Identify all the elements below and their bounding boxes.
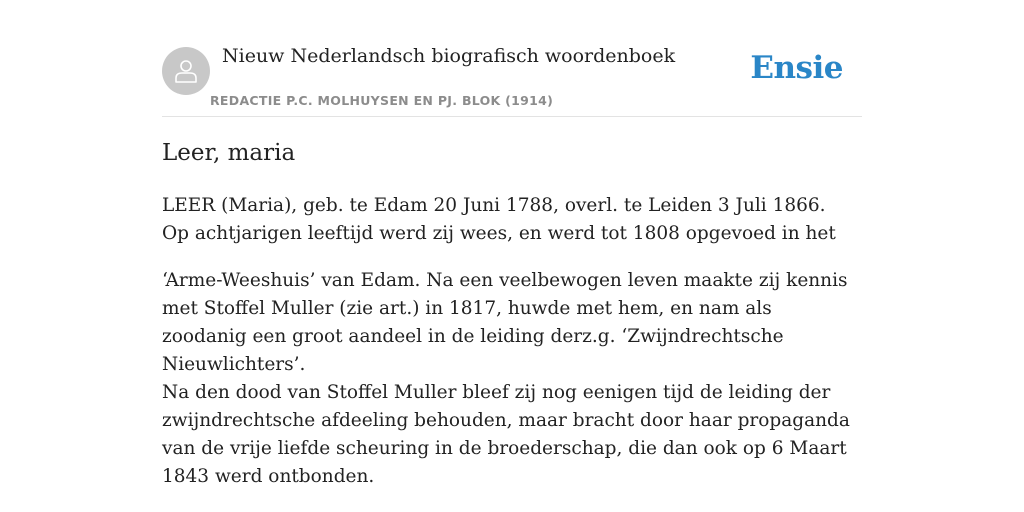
source-header: [162, 0, 862, 117]
source-title-link[interactable]: Nieuw Nederlandsch biografisch woordenboek: [222, 45, 676, 67]
entry-title: Leer, maria: [162, 140, 296, 166]
source-editors: REDACTIE P.C. MOLHUYSEN EN PJ. BLOK (1914): [210, 93, 554, 108]
ensie-logo[interactable]: Ensie: [750, 50, 843, 86]
entry-paragraph-2: ‘Arme-Weeshuis’ van Edam. Na een veelbewogen leven maakte zij kennis met Stoffel Muller (zie art.) in 1817, huwde met hem, en nam als zoodanig een groot aandeel in de leiding derz.g. ‘Zwijndrechtsche Nieuwlichters’.: [162, 270, 848, 375]
entry-paragraph-3: Na den dood van Stoffel Muller bleef zij nog eenigen tijd de leiding der zwijndrechtsche afdeeling behouden, maar bracht door haar propaganda van de vrije liefde scheuring in de broederschap, die dan ook op 6 Maart 1843 werd ontbonden.: [162, 382, 850, 487]
avatar[interactable]: [162, 47, 210, 95]
user-icon: [172, 57, 200, 85]
entry-paragraph-1: LEER (Maria), geb. te Edam 20 Juni 1788, overl. te Leiden 3 Juli 1866. Op achtjarigen leeftijd werd zij wees, en werd tot 1808 opgevoed in het: [162, 195, 836, 244]
